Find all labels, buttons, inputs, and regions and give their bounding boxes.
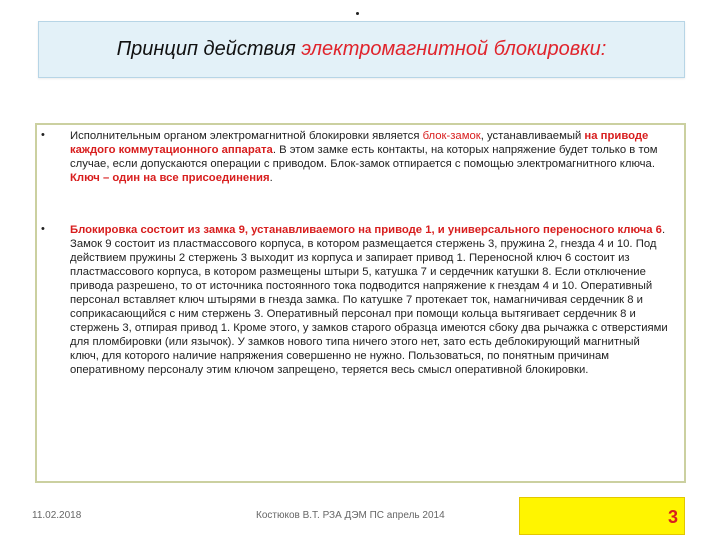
content-panel: [35, 123, 686, 483]
slide-title: [117, 38, 607, 61]
text-run: . Замок 9 состоит из пластмассового корпуса, в котором размещается стержень 3, пружина 2, гнезда 4 и 10. Под действием пружины 2 стержень 3 выходит из корпуса и запирает привод 1. Переносной ключ 6 состоит из пластмассового корпуса, в котором размещены штыри 5, катушка 7 и сердечник катушки 8. Если отключение привода разрешено, то от источника постоянного тока подводится напряжение к гнездам 4 и 10. Оперативный персонал вставляет ключ штырями в гнезда замка. По катушке 7 протекает ток, намагничивая сердечник 8 и соприкасающийся с ним стержень 3. Оперативный персонал при помощи кольца вытягивает сердечник 8 и стержень 3, отпирая привод 1. Кроме этого, у замков старого образца имеются сбоку два рычажка с отверстиями для пломбировки (или язычок). У замков нового типа ничего этого нет, зато есть деблокирующий магнитный ключ, для которого наличие напряжения совершенно не нужно. Пользоваться, по понятным причинам оперативному персоналу этим ключом запрещено, теряется весь смысл оперативной блокировки.: [70, 224, 668, 376]
page-number: 3: [667, 507, 678, 527]
footer-author: Костюков В.Т. РЗА ДЭМ ПС апрель 2014: [256, 510, 445, 521]
highlight-composition: Блокировка состоит из замка 9, устанавливаемого на приводе 1, и универсального переносного ключа 6: [70, 224, 662, 236]
footer-date: 11.02.2018: [32, 510, 82, 521]
text-run: , устанавливаемый: [480, 130, 585, 142]
text-run: Исполнительным органом электромагнитной блокировки является: [70, 130, 423, 142]
bullet-text: [70, 129, 670, 185]
highlight-block-lock: блок-замок: [422, 130, 481, 142]
bullet-icon: •: [41, 129, 45, 141]
slide-dot: [356, 12, 359, 15]
title-text: Принцип действия: [116, 38, 302, 60]
bullet-text: [70, 223, 670, 377]
page-number-box: [519, 497, 685, 535]
text-run: .: [269, 172, 273, 184]
text-run: . В этом замке есть контакты, на которых напряжение будет только в том случае, если допускаются операции с приводом. Блок-замок отпирается с помощью электромагнитного ключа.: [70, 144, 658, 170]
highlight-drive: на приводе каждого коммутационного аппарата: [70, 130, 649, 156]
bullet-icon: •: [41, 223, 45, 235]
title-accent-text: электромагнитной блокировки:: [301, 38, 607, 60]
highlight-key: Ключ – один на все присоединения: [70, 172, 270, 184]
title-banner: [38, 21, 685, 78]
